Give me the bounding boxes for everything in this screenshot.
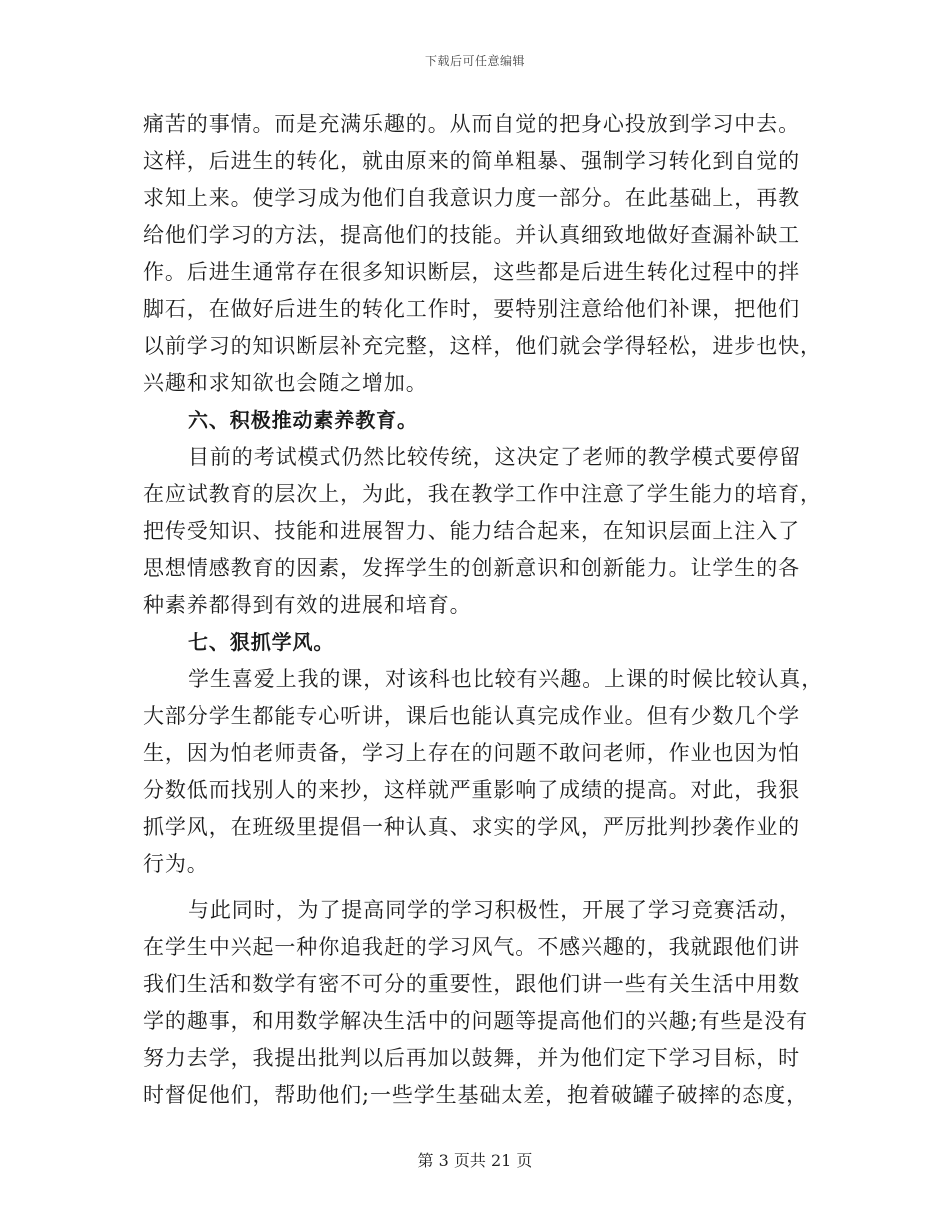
text-line: 时督促他们，帮助他们;一些学生基础太差，抱着破罐子破摔的态度， [143, 1083, 808, 1107]
text-line: 分数低而找别人的来抄，这样就严重影响了成绩的提高。对此，我狠 [143, 778, 800, 802]
text-line: 抓学风，在班级里提倡一种认真、求实的学风，严厉批判抄袭作业的 [143, 815, 800, 839]
text-line: 生，因为怕老师责备，学习上存在的问题不敢问老师，作业也因为怕 [143, 741, 800, 765]
text-line: 给他们学习的方法，提高他们的技能。并认真细致地做好查漏补缺工 [143, 223, 800, 247]
text-line: 把传受知识、技能和进展智力、能力结合起来，在知识层面上注入了 [143, 519, 800, 543]
page-header: 下载后可任意编辑 [424, 54, 525, 68]
text-line: 作。后进生通常存在很多知识断层，这些都是后进生转化过程中的拌 [143, 260, 800, 284]
text-line: 行为。 [143, 852, 209, 876]
section-heading: 六、积极推动素养教育。 [188, 408, 418, 432]
text-line: 痛苦的事情。而是充满乐趣的。从而自觉的把身心投放到学习中去。 [143, 112, 800, 136]
text-line: 这样，后进生的转化，就由原来的简单粗暴、强制学习转化到自觉的 [143, 149, 800, 173]
document-body [143, 106, 824, 1114]
text-line: 努力去学，我提出批判以后再加以鼓舞，并为他们定下学习目标，时 [143, 1046, 800, 1070]
paragraph-first-line: 目前的考试模式仍然比较传统，这决定了老师的教学模式要停留 [188, 445, 802, 469]
text-line: 种素养都得到有效的进展和培育。 [143, 593, 472, 617]
section-heading: 七、狠抓学风。 [188, 630, 335, 654]
text-line: 在学生中兴起一种你追我赶的学习风气。不感兴趣的，我就跟他们讲 [143, 935, 800, 959]
text-line: 以前学习的知识断层补充完整，这样，他们就会学得轻松，进步也快， [143, 334, 822, 358]
paragraph-first-line: 与此同时，为了提高同学的学习积极性，开展了学习竞赛活动， [188, 898, 802, 922]
text-line: 在应试教育的层次上，为此，我在教学工作中注意了学生能力的培育， [143, 482, 822, 506]
text-line: 求知上来。使学习成为他们自我意识力度一部分。在此基础上，再教 [143, 186, 800, 210]
text-line: 大部分学生都能专心听讲，课后也能认真完成作业。但有少数几个学 [143, 704, 800, 728]
text-line: 我们生活和数学有密不可分的重要性，跟他们讲一些有关生活中用数 [143, 972, 800, 996]
paragraph-first-line: 学生喜爱上我的课，对该科也比较有兴趣。上课的时候比较认真， [188, 667, 824, 691]
text-line: 兴趣和求知欲也会随之增加。 [143, 371, 428, 395]
text-line: 学的趣事，和用数学解决生活中的问题等提高他们的兴趣;有些是没有 [143, 1009, 808, 1033]
page-footer: 第 3 页共 21 页 [417, 1151, 533, 1170]
text-line: 思想情感教育的因素，发挥学生的创新意识和创新能力。让学生的各 [143, 556, 800, 580]
text-line: 脚石，在做好后进生的转化工作时，要特别注意给他们补课，把他们 [143, 297, 800, 321]
